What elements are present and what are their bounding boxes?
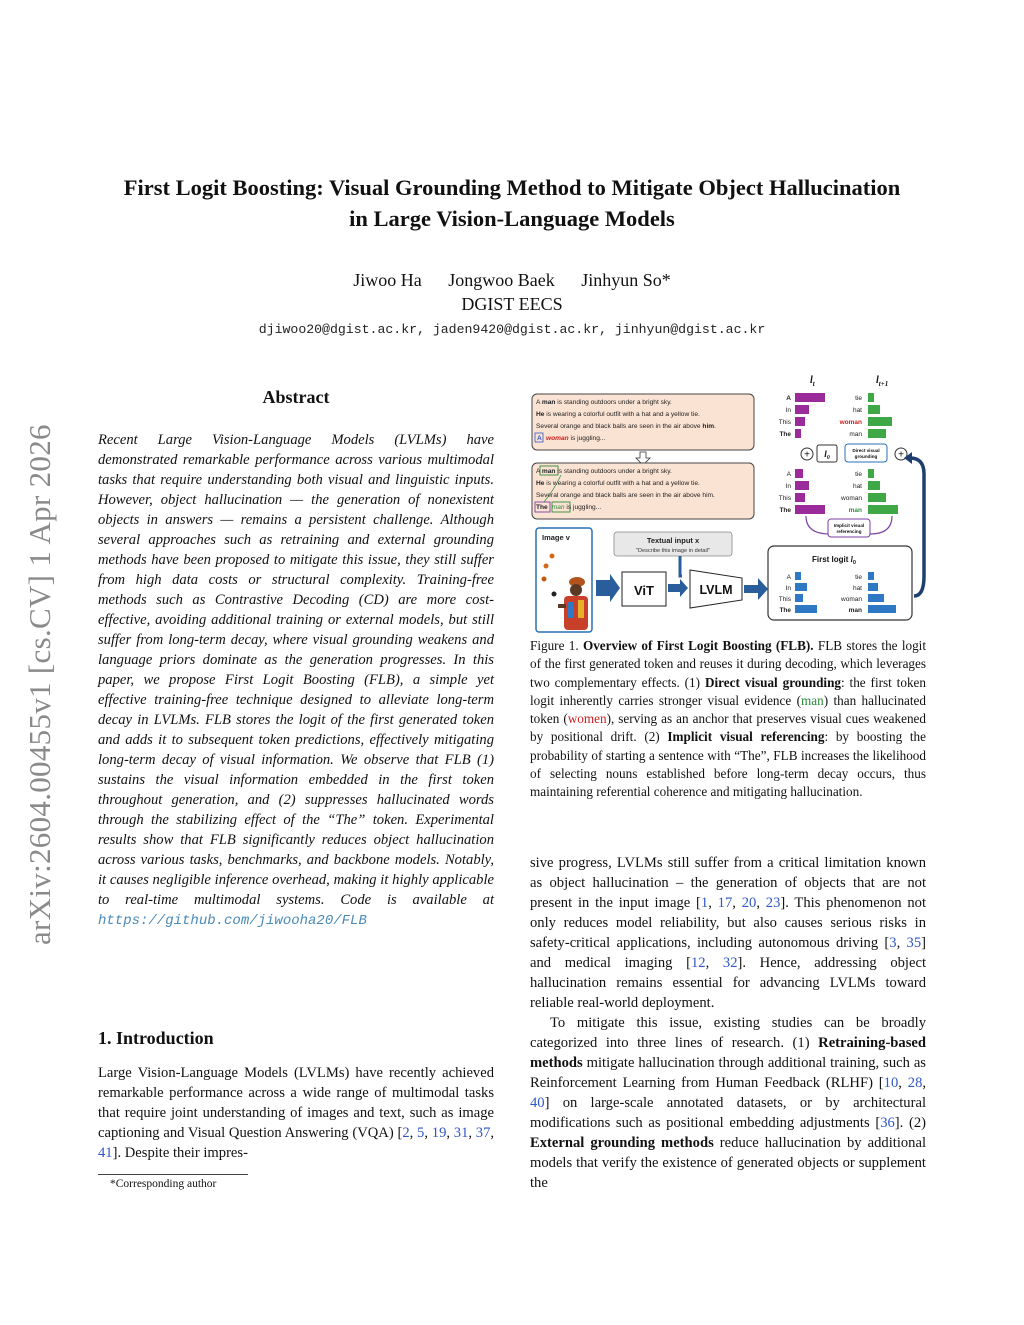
caption-title: Overview of First Logit Boosting (FLB). — [582, 638, 814, 653]
svg-text:He is wearing a colorful outfi: He is wearing a colorful outfit with a hat and a yellow tie. — [536, 411, 700, 418]
author-list — [0, 270, 1024, 291]
svg-text:A: A — [786, 395, 791, 402]
svg-text:woman is juggling...: woman is juggling... — [546, 435, 606, 442]
abstract-text: Recent Large Vision-Language Models (LVLMs) have demonstrated remarkable performance across various multimodal tasks that require understanding both visual and linguistic inputs. However, object hallucination — the generation of nonexistent objects in answers — remains a persistent challenge. Although several approaches such as retraining and external grounding methods have been proposed to mitigate this issue, they still suffer from high data costs or structural complexity. Training-free methods such as Contrastive Decoding (CD) are more cost-effective, avoiding additional training or external models, but still suffer from long-term decay, where visual grounding weakens and language priors dominate as the generation progresses. In this paper, we propose First Logit Boosting (FLB), a simple yet effective training-free technique designed to alleviate long-term decay in LVLMs. FLB stores the logit of the first generated token and adds it to subsequent token predictions, effectively mitigating long-term decay of visual information. We observe that FLB (1) sustains the visual information embedded in the first token throughout generation, and (2) suppresses hallucinated words through the stabilizing effect of the “The” token. Experimental results show that FLB significantly reduces object hallucination across various tasks, benchmarks, and backbone models. Notably, it causes negligible inference overhead, making it highly applicable to real-time multimodal systems. Code is available at — [98, 432, 494, 908]
citation[interactable]: 36 — [880, 1115, 895, 1131]
intro-text: Large Vision-Language Models (LVLMs) have recently achieved remarkable performance across a wide range of multimodal tasks that require joint understanding of images and text, such as image captioning and Visual Question Answering (VQA) [ — [98, 1065, 494, 1141]
svg-text:LVLM: LVLM — [699, 583, 733, 597]
caption-text: FLB stores the logit of the first generated token and reuses it during decoding, which leverages two complementary effects. (1) — [530, 638, 927, 690]
citation[interactable]: 32 — [722, 955, 738, 971]
svg-text:This: This — [778, 495, 791, 502]
caption-text: ), serving as an anchor that preserves visual cues weakened by positional drift. (2) — [530, 711, 926, 745]
svg-text:tie: tie — [855, 574, 862, 581]
caption-green-word: man — [801, 692, 824, 708]
svg-text:woman: woman — [841, 495, 862, 502]
arxiv-identifier: arXiv:2604.00455v1 [cs.CV] 1 Apr 2026 — [22, 424, 57, 945]
svg-text:referencing: referencing — [836, 529, 862, 534]
footnote: *Corresponding author — [110, 1178, 217, 1190]
citation[interactable]: 31 — [453, 1125, 469, 1141]
svg-text:woman: woman — [841, 596, 862, 603]
citation[interactable]: 40 — [530, 1095, 545, 1111]
caption-bold: Direct visual grounding — [704, 674, 841, 690]
svg-text:A: A — [537, 435, 542, 442]
svg-text:The: The — [779, 431, 791, 438]
title-line-2: in Large Vision-Language Models — [349, 206, 675, 231]
svg-text:A man is standing outdoors und: A man is standing outdoors under a bright sky. — [536, 468, 672, 475]
paper-title — [80, 172, 944, 234]
intro-text: ]. Despite their impres- — [112, 1145, 248, 1161]
citation[interactable]: 2 — [402, 1125, 410, 1141]
svg-text:A: A — [786, 574, 791, 581]
svg-text:In: In — [785, 407, 791, 414]
svg-text:He is wearing a colorful outfi: He is wearing a colorful outfit with a hat and a yellow tie. — [536, 480, 700, 487]
author-3: Jinhyun So* — [581, 270, 671, 290]
figure-caption — [530, 637, 926, 802]
caption-bold: Implicit visual referencing — [667, 729, 825, 745]
svg-text:A: A — [786, 471, 791, 478]
svg-text:woman: woman — [839, 419, 862, 426]
svg-text:grounding: grounding — [854, 454, 878, 459]
intro-paragraph: To mitigate this issue, existing studies can be broadly categorized into three lines of research. (1) Retraining-based methods mitigate hallucination through additional training, such as Reinforcement Learning from Human Feedback (RLHF) [10, 28, 40] on large-scale annotated datasets, or by architectural modifications such as positional embedding adjustments [36]. (2) External grounding methods reduce hallucination by additional models that verify the existence of generated objects or supplement the — [530, 1015, 927, 1191]
svg-text:Textual input x: Textual input x — [646, 536, 700, 545]
svg-text:Several orange and black balls: Several orange and black balls are seen in the air above him. — [536, 492, 715, 499]
implicit-referencing-label — [828, 519, 870, 537]
caption-text: : by boosting the probability of starting a sentence with “The”, FLB increases the likelihood of selecting nouns established before long-term decay occurs, thus maintaining referential coherence and mitigating hallucination. — [530, 729, 926, 800]
figure-1 — [530, 366, 926, 634]
svg-text:tie: tie — [855, 395, 862, 402]
citation[interactable]: 3 — [889, 935, 897, 951]
svg-text:man: man — [848, 607, 862, 614]
author-2: Jongwoo Baek — [448, 270, 555, 290]
caption-label: Figure 1. — [530, 638, 579, 653]
title-line-1: First Logit Boosting: Visual Grounding Method to Mitigate Object Hallucination — [123, 175, 901, 200]
citation[interactable]: 28 — [907, 1075, 923, 1091]
svg-text:l0: $l_0$ — [824, 449, 830, 461]
arrow-right-icon — [596, 574, 620, 602]
abstract-heading: Abstract — [262, 387, 330, 407]
direct-grounding-label — [845, 444, 887, 462]
author-emails: djiwoo20@dgist.ac.kr, jaden9420@dgist.ac.kr, jinhyun@dgist.ac.kr — [258, 322, 766, 337]
citation[interactable]: 17 — [717, 895, 733, 911]
affiliation: DGIST EECS — [461, 294, 563, 314]
caption-text: ) than hallucinated token ( — [530, 692, 927, 727]
introduction-left-column: Large Vision-Language Models (LVLMs) have recently achieved remarkable performance across a wide range of multimodal tasks that require joint understanding of images and text, such as image captioning and Visual Question Answering (VQA) [2, 5, 19, 31, 37, 41]. Despite their impres- — [98, 1065, 495, 1161]
footnote-rule — [98, 1174, 248, 1175]
svg-text:This: This — [778, 419, 791, 426]
citation[interactable]: 20 — [741, 895, 757, 911]
author-1: Jiwoo Ha — [353, 270, 422, 290]
svg-text:Direct visual: Direct visual — [852, 448, 880, 453]
citation[interactable]: 12 — [690, 955, 706, 971]
citation[interactable]: 37 — [475, 1125, 491, 1141]
svg-text:In: In — [785, 483, 791, 490]
svg-text:The: The — [779, 607, 791, 614]
svg-text:+: + — [898, 449, 904, 461]
intro-paragraph: sive progress, LVLMs still suffer from a critical limitation known as object hallucination – the generation of objects that are not present in the input image [1, 17, 20, 23]. This phenomenon not only reduces model reliability, but also causes serious risks in safety-critical applications, including autonomous driving [3, 35] and medical imaging [12, 32]. Hence, addressing object hallucination remains essential for advancing LVLMs toward reliable real-world deployment. — [530, 855, 927, 1011]
svg-text:Implicit visual: Implicit visual — [833, 523, 865, 528]
introduction-right-column — [530, 853, 926, 1193]
citation[interactable]: 10 — [883, 1075, 899, 1091]
svg-text:First logit l0: First logit $l_0$ — [812, 555, 856, 566]
svg-text:lt: $l_t$ — [810, 375, 815, 388]
svg-text:Several orange and black balls: Several orange and black balls are seen in the air above him. — [536, 423, 716, 430]
svg-text:tie: tie — [855, 471, 862, 478]
svg-text:lt+1: $l_{t+1}$ — [876, 375, 889, 388]
svg-text:In: In — [785, 585, 791, 592]
svg-text:This: This — [778, 596, 791, 603]
caption-red-word: women — [567, 711, 607, 727]
citation[interactable]: 19 — [431, 1125, 447, 1141]
introduction-heading: 1. Introduction — [98, 1028, 214, 1048]
svg-text:Theman is juggling...: The man is juggling... — [536, 504, 602, 511]
svg-text:man: man — [848, 507, 862, 514]
citation[interactable]: 1 — [700, 895, 709, 911]
svg-text:Image v: Image v — [542, 533, 570, 542]
svg-text:"Describe this image in detail: "Describe this image in detail" — [636, 548, 710, 554]
svg-text:hat: hat — [852, 483, 862, 490]
svg-text:+: + — [804, 449, 810, 461]
citation[interactable]: 5 — [417, 1125, 425, 1141]
code-link[interactable]: https://github.com/jiwooha20/FLB — [98, 913, 367, 929]
citation[interactable]: 41 — [98, 1145, 113, 1161]
abstract-body — [98, 430, 494, 931]
citation[interactable]: 35 — [906, 935, 922, 951]
svg-text:ViT: ViT — [634, 583, 654, 598]
lt1-logit-bars — [868, 393, 892, 438]
svg-text:A man is standing outdoors und: A man is standing outdoors under a bright sky. — [536, 399, 672, 406]
svg-text:The: The — [779, 507, 791, 514]
svg-text:hat: hat — [852, 585, 862, 592]
citation[interactable]: 23 — [765, 895, 781, 911]
svg-text:man: man — [849, 431, 862, 438]
caption-text: : the first token logit inherently carries stronger visual evidence ( — [530, 674, 926, 708]
lt-logit-bars — [795, 393, 825, 438]
svg-text:hat: hat — [852, 407, 862, 414]
